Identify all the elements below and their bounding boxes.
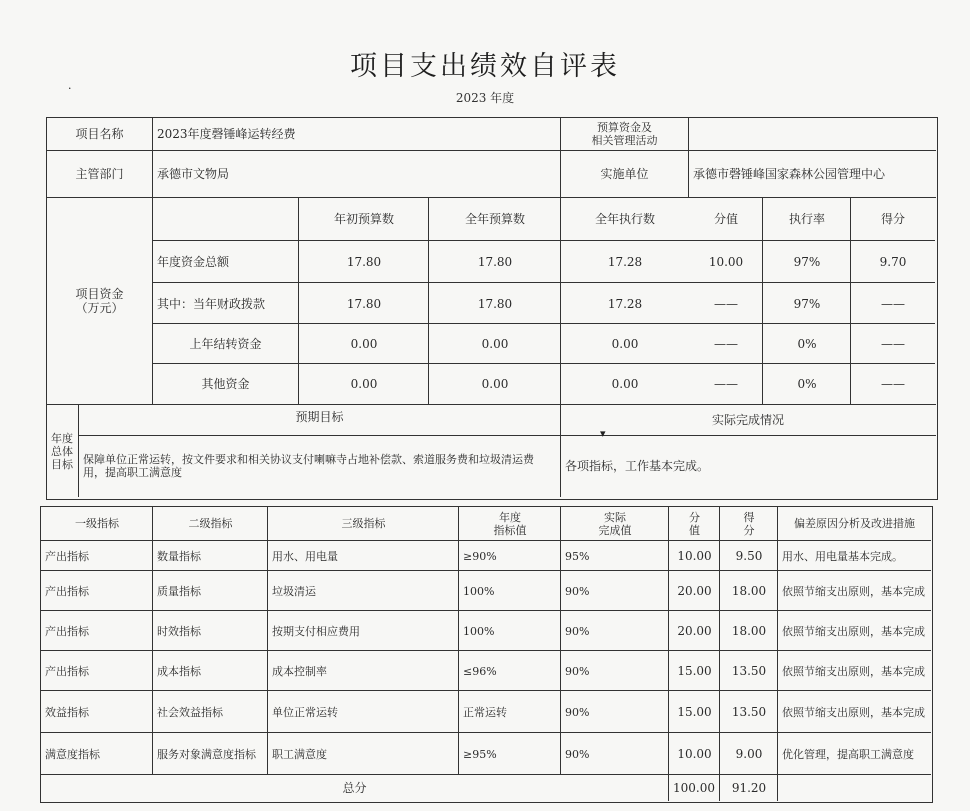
indicator-cell: 时效指标 xyxy=(157,624,201,638)
indicator-cell: 20.00 xyxy=(677,624,712,638)
indicator-cell: 服务对象满意度指标 xyxy=(157,747,256,761)
indicator-cell: 90% xyxy=(565,664,590,678)
funds-row-name: 上年结转资金 xyxy=(189,337,262,351)
indicator-cell: 15.00 xyxy=(677,705,712,719)
indicator-header: 三级指标 xyxy=(341,517,386,530)
indicator-cell: 满意度指标 xyxy=(45,747,100,761)
indicator-cell: 20.00 xyxy=(677,584,712,598)
indicator-cell: 依照节缩支出原则，基本完成 xyxy=(782,705,925,719)
indicator-cell: 产出指标 xyxy=(45,549,89,563)
indicator-cell: 依照节缩支出原则，基本完成 xyxy=(782,664,925,678)
budget-mgmt-label: 预算资金及 相关管理活动 xyxy=(591,121,658,147)
indicator-cell: 成本控制率 xyxy=(272,664,327,678)
indicator-cell: ≤96% xyxy=(463,664,497,678)
expected-goal-text: 保障单位正常运转，按文件要求和相关协议支付喇嘛寺占地补偿款、索道服务费和垃圾清运费用，提高职工满意度 xyxy=(83,453,534,479)
funds-cell: 0% xyxy=(797,377,817,391)
funds-cell: —— xyxy=(714,377,738,391)
funds-cell: 97% xyxy=(793,296,821,311)
funds-cell: 0.00 xyxy=(350,337,378,351)
indicator-cell: 90% xyxy=(565,584,590,598)
funds-cell: 17.28 xyxy=(607,296,643,311)
indicator-cell: 正常运转 xyxy=(463,705,507,719)
indicator-header: 实际 完成值 xyxy=(598,510,632,537)
total-label: 总分 xyxy=(342,780,367,795)
indicator-cell: 10.00 xyxy=(677,549,712,563)
indicator-cell: 用水、用电量 xyxy=(272,549,338,563)
indicator-header: 分 值 xyxy=(689,510,700,537)
funds-row-name: 其他资金 xyxy=(201,377,250,391)
funds-header: 年初预算数 xyxy=(333,211,394,226)
funds-cell: —— xyxy=(881,296,905,311)
funds-cell: —— xyxy=(881,337,905,351)
indicator-header: 得 分 xyxy=(743,510,755,537)
funds-cell: 17.80 xyxy=(477,255,513,269)
indicator-cell: 13.50 xyxy=(731,705,767,719)
indicator-cell: 95% xyxy=(565,549,590,563)
indicator-cell: 依照节缩支出原则，基本完成 xyxy=(782,584,925,598)
funds-header: 得分 xyxy=(880,211,905,226)
expected-goal-header: 预期目标 xyxy=(295,410,344,424)
indicator-cell: 90% xyxy=(565,624,590,638)
indicator-cell: 10.00 xyxy=(677,747,712,761)
scan-mark: ▾ xyxy=(600,427,606,440)
indicator-cell: 成本指标 xyxy=(157,664,201,678)
indicator-cell: 产出指标 xyxy=(45,664,89,678)
indicator-header: 年度 指标值 xyxy=(493,510,527,537)
funds-cell: 0% xyxy=(797,337,817,351)
impl-value: 承德市磬锤峰国家森林公园管理中心 xyxy=(693,167,886,181)
indicator-cell: 质量指标 xyxy=(157,584,201,598)
funds-cell: —— xyxy=(714,296,738,311)
funds-cell: 17.80 xyxy=(477,296,513,311)
indicator-cell: 100% xyxy=(463,624,495,638)
funds-cell: 17.28 xyxy=(607,255,643,269)
indicator-cell: 9.00 xyxy=(735,747,763,761)
funds-cell: 17.80 xyxy=(346,255,382,269)
indicator-cell: 90% xyxy=(565,705,590,719)
indicator-cell: 100% xyxy=(463,584,495,598)
indicator-cell: 单位正常运转 xyxy=(272,705,338,719)
project-name-value: 2023年度磬锤峰运转经费 xyxy=(157,127,296,141)
funds-header: 全年预算数 xyxy=(464,211,525,226)
funds-row-name: 年度资金总额 xyxy=(157,255,230,269)
indicator-header: 一级指标 xyxy=(75,517,119,530)
indicator-cell: 职工满意度 xyxy=(272,747,327,761)
dept-label: 主管部门 xyxy=(75,167,124,181)
funds-cell: 97% xyxy=(793,255,821,269)
indicator-cell: 产出指标 xyxy=(45,584,89,598)
indicator-cell: 18.00 xyxy=(731,624,767,638)
funds-cell: 0.00 xyxy=(611,377,639,391)
funds-cell: —— xyxy=(881,377,905,391)
indicator-cell: 90% xyxy=(565,747,590,761)
indicator-cell: 15.00 xyxy=(677,664,712,678)
funds-label: 项目资金 （万元） xyxy=(75,287,124,315)
indicator-cell: 用水、用电量基本完成。 xyxy=(782,549,903,563)
actual-result-header: 实际完成情况 xyxy=(711,413,784,427)
funds-header: 执行率 xyxy=(788,211,825,226)
indicator-cell: ≥90% xyxy=(463,549,497,563)
indicator-cell: ≥95% xyxy=(463,747,497,761)
indicator-cell: 13.50 xyxy=(731,664,767,678)
total-score-value: 100.00 xyxy=(673,780,715,795)
dept-value: 承德市文物局 xyxy=(157,167,230,181)
indicator-cell: 产出指标 xyxy=(45,624,89,638)
funds-cell: —— xyxy=(714,337,738,351)
fiscal-year: 2023 年度 xyxy=(455,91,515,105)
goals-label: 年度 总体 目标 xyxy=(51,431,73,471)
funds-header: 全年执行数 xyxy=(594,211,655,226)
budget-mgmt-value xyxy=(689,118,935,150)
funds-cell: 0.00 xyxy=(481,337,509,351)
indicator-cell: 垃圾清运 xyxy=(272,584,316,598)
indicator-header: 偏差原因分析及改进措施 xyxy=(794,517,915,530)
indicator-header: 二级指标 xyxy=(188,517,233,530)
indicator-cell: 数量指标 xyxy=(157,549,201,563)
funds-cell: 10.00 xyxy=(708,255,744,269)
impl-label: 实施单位 xyxy=(600,167,649,181)
funds-row-name: 其中：当年财政拨款 xyxy=(157,296,266,311)
funds-cell: 0.00 xyxy=(481,377,509,391)
funds-cell: 0.00 xyxy=(611,337,639,351)
project-name-label: 项目名称 xyxy=(75,127,124,141)
indicator-cell: 18.00 xyxy=(731,584,767,598)
funds-cell: 0.00 xyxy=(350,377,378,391)
scan-mark: · xyxy=(68,82,72,95)
total-score: 91.20 xyxy=(731,780,767,795)
actual-result-text: 各项指标，工作基本完成。 xyxy=(565,459,710,473)
indicator-cell: 效益指标 xyxy=(45,705,89,719)
indicator-cell: 9.50 xyxy=(735,549,763,563)
funds-cell: 17.80 xyxy=(346,296,382,311)
indicator-cell: 社会效益指标 xyxy=(157,705,223,719)
indicator-cell: 依照节缩支出原则，基本完成 xyxy=(782,624,925,638)
page-title: 项目支出绩效自评表 xyxy=(350,51,620,82)
indicator-cell: 优化管理，提高职工满意度 xyxy=(782,747,914,761)
funds-header: 分值 xyxy=(713,211,738,226)
indicator-cell: 按期支付相应费用 xyxy=(272,624,360,638)
funds-cell: 9.70 xyxy=(879,255,907,269)
